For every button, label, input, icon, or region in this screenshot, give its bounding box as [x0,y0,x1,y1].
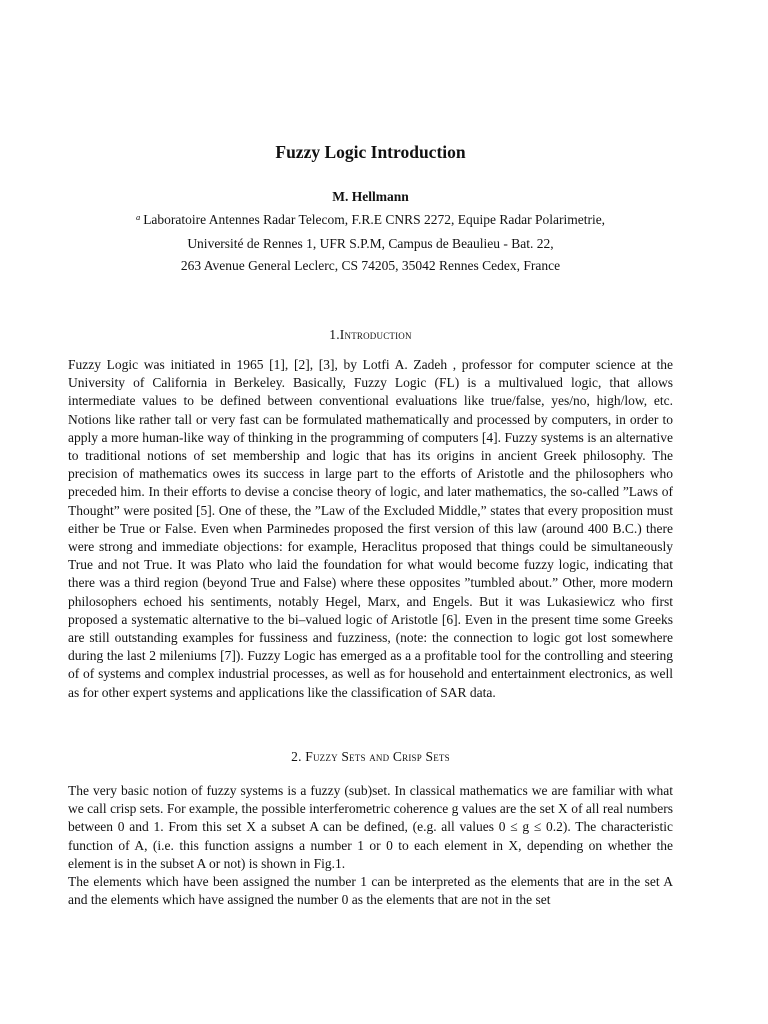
paper-title: Fuzzy Logic Introduction [275,142,466,162]
fuzzy-sets-paragraph-1: The very basic notion of fuzzy systems is a fuzzy (sub)set. In classical mathematics we are familiar with what we call crisp sets. For example, the possible interferometric coherence g values are the set X of all real numbers between 0 and 1. From this set X a subset A can be defined, (e.g. all values 0 ≤ g ≤ 0.2). The characteristic function of A, (i.e. this function assigns a number 1 or 0 to each element in X, depending on whether the element is in the subset A or not) is shown in Fig.1. [68,783,673,871]
affiliation-line-3: 263 Avenue General Leclerc, CS 74205, 35042 Rennes Cedex, France [180,258,561,273]
section-heading-introduction: 1.Introduction [329,327,412,342]
affiliation-line-1-text: Laboratoire Antennes Radar Telecom, F.R.E CNRS 2272, Equipe Radar Polarimetrie, [143,212,606,227]
fuzzy-sets-paragraph-2: The elements which have been assigned the number 1 can be interpreted as the elements that are in the set A and the elements which have assigned the number 0 as the elements that are not in the set [68,874,673,908]
author-name: M. Hellmann [332,189,409,204]
affiliation-line-1 [68,212,673,228]
introduction-paragraph: Fuzzy Logic was initiated in 1965 [1], [2], [3], by Lotfi A. Zadeh , professor for computer science at the University of California in Berkeley. Basically, Fuzzy Logic (FL) is a multivalued logic, that allows intermediate values to be defined between conventional evaluations like true/false, yes/no, high/low, etc. Notions like rather tall or very fast can be formulated mathematically and processed by computers, in order to apply a more human-like way of thinking in the programming of computers [4]. Fuzzy systems is an alternative to traditional notions of set membership and logic that has its origins in ancient Greek philosophy. The precision of mathematics owes its success in large part to the efforts of Aristotle and the philosophers who preceded him. In their efforts to devise a concise theory of logic, and later mathematics, the so-called ”Laws of Thought” were posited [5]. One of these, the ”Law of the Excluded Middle,” states that every proposition must either be True or False. Even when Parminedes proposed the first version of this law (around 400 B.C.) there were strong and immediate objections: for example, Heraclitus proposed that things could be simultaneously True and not True. It was Plato who laid the foundation for what would become fuzzy logic, indicating that there was a third region (beyond True and False) where these opposites ”tumbled about.” Other, more modern philosophers echoed his sentiments, notably Hegel, Marx, and Engels. But it was Lukasiewicz who first proposed a systematic alternative to the bi–valued logic of Aristotle [6]. Even in the present time some Greeks are still outstanding examples for fussiness and fuzziness, (note: the connection to logic got lost somewhere during the last 2 mileniums [7]). Fuzzy Logic has emerged as a a profitable tool for the controlling and steering of of systems and complex industrial processes, as well as for household and entertainment electronics, as well as for other expert systems and applications like the classification of SAR data. [68,357,673,700]
affiliation-marker: a [135,212,141,222]
section-heading-fuzzy-sets: 2. Fuzzy Sets and Crisp Sets [291,749,450,764]
affiliation-line-2: Université de Rennes 1, UFR S.P.M, Campus de Beaulieu - Bat. 22, [187,236,554,251]
